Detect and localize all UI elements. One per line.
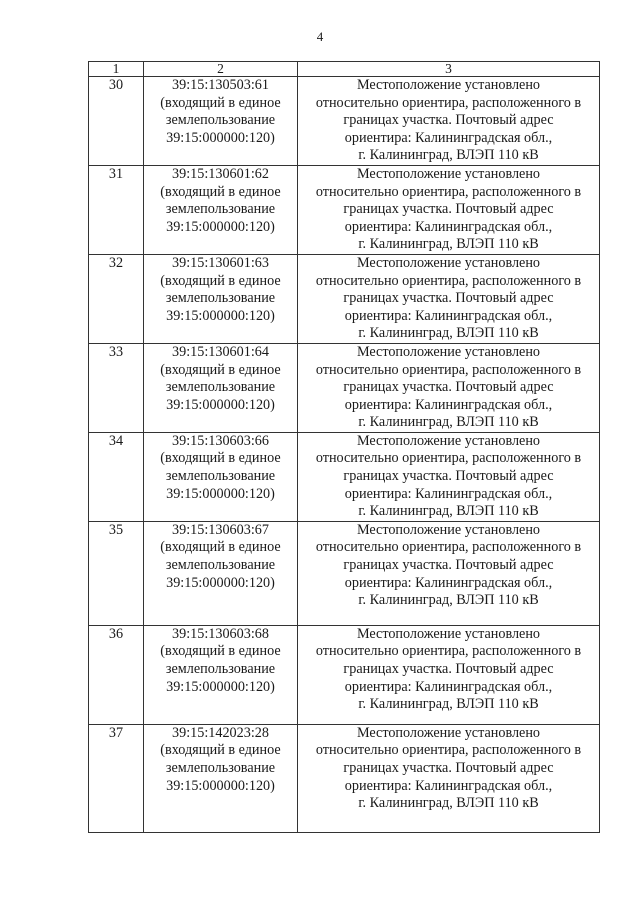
location-line: г. Калининград, ВЛЭП 110 кВ xyxy=(358,236,539,253)
cadastral-line: 39:15:000000:120) xyxy=(166,777,275,794)
cadastral-line: землепользование xyxy=(165,290,276,307)
location-line: границах участка. Почтовый адрес xyxy=(343,760,554,777)
cadastral-line: 39:15:130603:68 xyxy=(172,625,269,642)
location-line: границах участка. Почтовый адрес xyxy=(343,201,554,218)
location-line: г. Калининград, ВЛЭП 110 кВ xyxy=(358,503,539,520)
location-line: ориентира: Калининградская обл., xyxy=(344,777,553,794)
table-row xyxy=(89,625,600,724)
cadastral-line: (входящий в единое xyxy=(160,643,281,660)
cadastral-line: землепользование xyxy=(165,379,276,396)
cadastral-line: 39:15:142023:28 xyxy=(172,724,269,741)
location-line: г. Калининград, ВЛЭП 110 кВ xyxy=(358,592,539,609)
table-row xyxy=(89,432,600,521)
row-number: 32 xyxy=(89,254,144,343)
cadastral-line: землепользование xyxy=(165,201,276,218)
location-line: ориентира: Калининградская обл., xyxy=(344,129,553,146)
location-cell xyxy=(298,165,600,254)
table-row xyxy=(89,254,600,343)
row-number: 35 xyxy=(89,521,144,625)
cadastral-line: (входящий в единое xyxy=(160,183,281,200)
header-col-2: 2 xyxy=(144,62,298,77)
location-line: относительно ориентира, расположенного в xyxy=(315,94,582,111)
table-row xyxy=(89,165,600,254)
location-line: г. Калининград, ВЛЭП 110 кВ xyxy=(358,696,539,713)
row-number: 37 xyxy=(89,724,144,832)
cadastral-line: (входящий в единое xyxy=(160,742,281,759)
location-line: г. Калининград, ВЛЭП 110 кВ xyxy=(358,795,539,812)
cadastral-line: 39:15:000000:120) xyxy=(166,307,275,324)
location-line: относительно ориентира, расположенного в xyxy=(315,272,582,289)
row-number: 30 xyxy=(89,77,144,166)
header-col-3: 3 xyxy=(298,62,600,77)
location-line: границах участка. Почтовый адрес xyxy=(343,557,554,574)
cadastral-line: землепользование xyxy=(165,112,276,129)
cadastral-line: землепользование xyxy=(165,760,276,777)
page-number: 4 xyxy=(316,29,324,44)
cadastral-line: 39:15:130503:61 xyxy=(172,77,269,93)
cadastral-number-cell xyxy=(144,521,298,625)
location-cell xyxy=(298,625,600,724)
location-line: ориентира: Калининградская обл., xyxy=(344,396,553,413)
cadastral-line: 39:15:000000:120) xyxy=(166,396,275,413)
location-line: Местоположение установлено xyxy=(356,432,541,449)
location-cell xyxy=(298,254,600,343)
row-number: 34 xyxy=(89,432,144,521)
location-line: границах участка. Почтовый адрес xyxy=(343,468,554,485)
location-line: относительно ориентира, расположенного в xyxy=(315,183,582,200)
table-header xyxy=(89,62,600,77)
location-line: ориентира: Калининградская обл., xyxy=(344,307,553,324)
land-plot-table xyxy=(88,61,600,833)
cadastral-line: 39:15:130603:67 xyxy=(172,521,269,538)
cadastral-number-cell xyxy=(144,77,298,166)
location-line: границах участка. Почтовый адрес xyxy=(343,379,554,396)
cadastral-number-cell xyxy=(144,724,298,832)
table-row xyxy=(89,77,600,166)
cadastral-line: (входящий в единое xyxy=(160,450,281,467)
row-number: 36 xyxy=(89,625,144,724)
location-line: ориентира: Калининградская обл., xyxy=(344,574,553,591)
location-line: г. Калининград, ВЛЭП 110 кВ xyxy=(358,325,539,342)
location-line: Местоположение установлено xyxy=(356,625,541,642)
header-row xyxy=(89,62,600,77)
location-cell xyxy=(298,77,600,166)
cadastral-line: 39:15:000000:120) xyxy=(166,678,275,695)
cadastral-line: (входящий в единое xyxy=(160,94,281,111)
row-number: 31 xyxy=(89,165,144,254)
cadastral-number-cell xyxy=(144,165,298,254)
location-line: границах участка. Почтовый адрес xyxy=(343,661,554,678)
header-col-1: 1 xyxy=(89,62,144,77)
location-line: относительно ориентира, расположенного в xyxy=(315,742,582,759)
table-row xyxy=(89,521,600,625)
cadastral-line: 39:15:000000:120) xyxy=(166,485,275,502)
cadastral-line: (входящий в единое xyxy=(160,539,281,556)
location-cell xyxy=(298,724,600,832)
location-line: относительно ориентира, расположенного в xyxy=(315,450,582,467)
cadastral-line: землепользование xyxy=(165,557,276,574)
location-line: Местоположение установлено xyxy=(356,77,541,93)
location-line: г. Калининград, ВЛЭП 110 кВ xyxy=(358,147,539,164)
location-line: Местоположение установлено xyxy=(356,521,541,538)
cadastral-line: (входящий в единое xyxy=(160,272,281,289)
row-number: 33 xyxy=(89,343,144,432)
location-line: относительно ориентира, расположенного в xyxy=(315,539,582,556)
location-line: Местоположение установлено xyxy=(356,165,541,182)
table-body xyxy=(89,77,600,833)
cadastral-line: 39:15:000000:120) xyxy=(166,129,275,146)
location-cell xyxy=(298,343,600,432)
cadastral-line: 39:15:130603:66 xyxy=(172,432,269,449)
cadastral-line: 39:15:130601:63 xyxy=(172,254,269,271)
location-line: Местоположение установлено xyxy=(356,343,541,360)
cadastral-number-cell xyxy=(144,432,298,521)
location-line: Местоположение установлено xyxy=(356,724,541,741)
location-line: относительно ориентира, расположенного в xyxy=(315,643,582,660)
location-line: Местоположение установлено xyxy=(356,254,541,271)
cadastral-line: (входящий в единое xyxy=(160,361,281,378)
cadastral-line: землепользование xyxy=(165,661,276,678)
location-line: границах участка. Почтовый адрес xyxy=(343,290,554,307)
table-row xyxy=(89,343,600,432)
location-cell xyxy=(298,432,600,521)
location-line: ориентира: Калининградская обл., xyxy=(344,485,553,502)
cadastral-line: 39:15:130601:64 xyxy=(172,343,269,360)
cadastral-line: 39:15:130601:62 xyxy=(172,165,269,182)
cadastral-line: 39:15:000000:120) xyxy=(166,218,275,235)
location-line: границах участка. Почтовый адрес xyxy=(343,112,554,129)
table-row xyxy=(89,724,600,832)
location-line: ориентира: Калининградская обл., xyxy=(344,678,553,695)
location-line: относительно ориентира, расположенного в xyxy=(315,361,582,378)
cadastral-number-cell xyxy=(144,625,298,724)
cadastral-line: землепользование xyxy=(165,468,276,485)
cadastral-line: 39:15:000000:120) xyxy=(166,574,275,591)
cadastral-number-cell xyxy=(144,254,298,343)
location-line: г. Калининград, ВЛЭП 110 кВ xyxy=(358,414,539,431)
location-cell xyxy=(298,521,600,625)
cadastral-number-cell xyxy=(144,343,298,432)
location-line: ориентира: Калининградская обл., xyxy=(344,218,553,235)
